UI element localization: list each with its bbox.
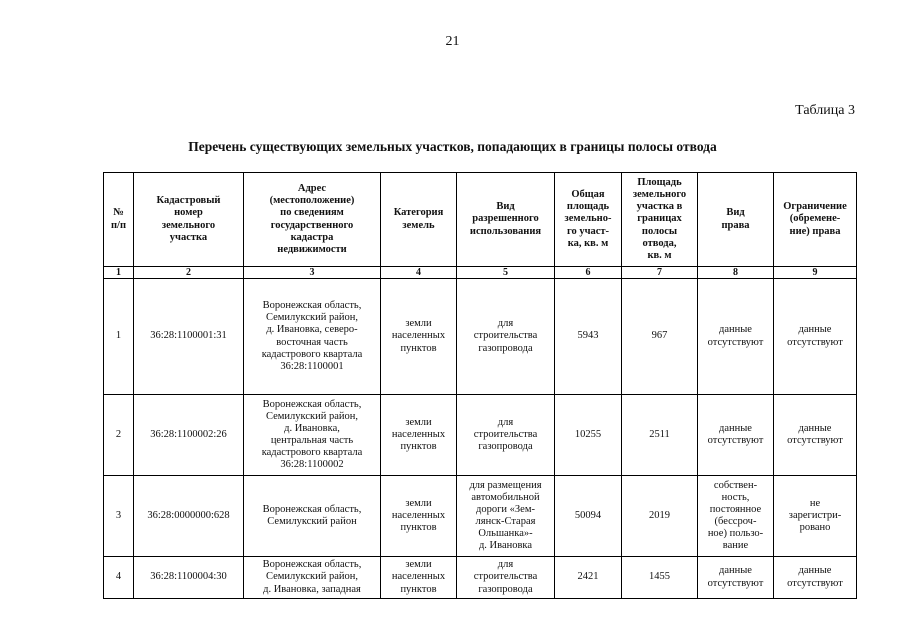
row-number: 3 — [104, 476, 134, 557]
cadastral-number: 36:28:0000000:628 — [134, 476, 244, 557]
permitted-use: для строительства газопровода — [457, 279, 555, 395]
land-plots-table — [103, 172, 857, 599]
cadastral-number: 36:28:1100002:26 — [134, 395, 244, 476]
column-number: 8 — [698, 267, 774, 279]
strip-area: 2511 — [622, 395, 698, 476]
column-number: 5 — [457, 267, 555, 279]
strip-area: 967 — [622, 279, 698, 395]
row-number: 4 — [104, 557, 134, 599]
cadastral-number: 36:28:1100004:30 — [134, 557, 244, 599]
restriction: данные отсутствуют — [774, 557, 857, 599]
column-header: Адрес (местоположение) по сведениям государственного кадастра недвижимости — [244, 173, 381, 267]
permitted-use: для строительства газопровода — [457, 557, 555, 599]
header-row — [104, 173, 857, 267]
page-number: 21 — [445, 34, 460, 49]
column-header: Вид разрешенного использования — [457, 173, 555, 267]
column-header: Категория земель — [381, 173, 457, 267]
strip-area: 2019 — [622, 476, 698, 557]
column-header: Кадастровый номер земельного участка — [134, 173, 244, 267]
column-number: 1 — [104, 267, 134, 279]
address-cell: Воронежская область, Семилукский район — [244, 476, 381, 557]
restriction: не зарегистри- ровано — [774, 476, 857, 557]
permitted-use: для строительства газопровода — [457, 395, 555, 476]
column-number: 9 — [774, 267, 857, 279]
address-cell: Воронежская область, Семилукский район, д. Ивановка, северо- восточная часть кадастрового квартала 36:28:1100001 — [244, 279, 381, 395]
address-cell: Воронежская область, Семилукский район, д. Ивановка, центральная часть кадастрового квартала 36:28:1100002 — [244, 395, 381, 476]
column-number-row — [104, 267, 857, 279]
column-number: 7 — [622, 267, 698, 279]
document-title: Перечень существующих земельных участков, попадающих в границы полосы отвода — [188, 139, 717, 154]
row-number: 2 — [104, 395, 134, 476]
table-row — [104, 395, 857, 476]
restriction: данные отсутствуют — [774, 279, 857, 395]
permitted-use: для размещения автомобильной дороги «Зем- лянск-Старая Ольшанка»- д. Ивановка — [457, 476, 555, 557]
column-header: № п/п — [104, 173, 134, 267]
land-category: земли населенных пунктов — [381, 279, 457, 395]
column-header: Вид права — [698, 173, 774, 267]
land-category: земли населенных пунктов — [381, 557, 457, 599]
column-number: 3 — [244, 267, 381, 279]
right-type: собствен- ность, постоянное (бессроч- ное) пользо- вание — [698, 476, 774, 557]
row-number: 1 — [104, 279, 134, 395]
column-header: Общая площадь земельно- го участ- ка, кв. м — [555, 173, 622, 267]
column-header: Ограничение (обремене- ние) права — [774, 173, 857, 267]
table-row — [104, 476, 857, 557]
table-row — [104, 279, 857, 395]
right-type: данные отсутствуют — [698, 557, 774, 599]
land-category: земли населенных пунктов — [381, 476, 457, 557]
cadastral-number: 36:28:1100001:31 — [134, 279, 244, 395]
table-row — [104, 557, 857, 599]
total-area: 10255 — [555, 395, 622, 476]
right-type: данные отсутствуют — [698, 279, 774, 395]
restriction: данные отсутствуют — [774, 395, 857, 476]
total-area: 2421 — [555, 557, 622, 599]
column-number: 6 — [555, 267, 622, 279]
column-number: 4 — [381, 267, 457, 279]
total-area: 50094 — [555, 476, 622, 557]
address-cell: Воронежская область, Семилукский район, д. Ивановка, западная — [244, 557, 381, 599]
strip-area: 1455 — [622, 557, 698, 599]
total-area: 5943 — [555, 279, 622, 395]
land-category: земли населенных пунктов — [381, 395, 457, 476]
column-header: Площадь земельного участка в границах полосы отвода, кв. м — [622, 173, 698, 267]
column-number: 2 — [134, 267, 244, 279]
right-type: данные отсутствуют — [698, 395, 774, 476]
table-label: Таблица 3 — [795, 103, 855, 118]
